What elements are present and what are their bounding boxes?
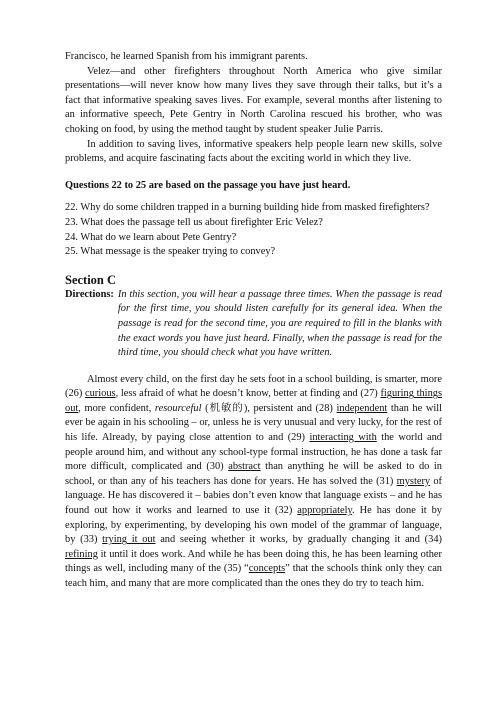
cloze-passage bbox=[65, 373, 442, 592]
section-title: Section C bbox=[65, 272, 117, 287]
passage-text: the world and people around him, and without any school-type formal instruction, he has done a task far more difficult, complicated and (30) bbox=[65, 432, 443, 473]
passage-text: , less afraid of what he doesn’t know, better at finding and (27) bbox=[115, 388, 381, 400]
answer-30: abstract bbox=[228, 461, 261, 473]
answer-27: figuring things out bbox=[65, 388, 442, 414]
intro-paragraph-2: Velez—and other firefighters throughout North America who give similar presentations—will never know how many lives they save through their talks, but it’s a fact that informative speaking saves lives. For example, several months after listening to an informative speech, Pete Gentry in North Carolina rescued his brother, who was choking on food, by using the method taught by student speaker Julie Parris. bbox=[65, 65, 442, 135]
resourceful-word: resourceful bbox=[154, 402, 202, 414]
question-22: 22. Why do some children trapped in a burning building hide from masked firefighters? bbox=[65, 202, 430, 214]
directions bbox=[65, 288, 442, 361]
passage-text: it until it does work. And while he has been doing this, he has been learning other things as well, including many of the (35) “ bbox=[65, 548, 442, 575]
question-list bbox=[65, 201, 442, 259]
passage-text: , persistent and (28) bbox=[247, 402, 337, 414]
question-23: 23. What does the passage tell us about firefighter Eric Velez? bbox=[65, 216, 323, 228]
passage-text: Almost every child, on the first day he sets foot in a school building, is smarter, more (26) bbox=[65, 373, 442, 400]
answer-26: curious bbox=[85, 388, 116, 400]
passage-text: of language. He has discovered it – babies don’t even know that language exists – and he has found out how it works and learned to use it (32) bbox=[65, 475, 442, 517]
intro-paragraph-1: Francisco, he learned Spanish from his immigrant parents. bbox=[65, 51, 308, 62]
question-25: 25. What message is the speaker trying to convey? bbox=[65, 246, 276, 258]
answer-31: mystery bbox=[396, 475, 431, 487]
intro-paragraph-3: In addition to saving lives, informative speakers help people learn new skills, solve problems, and acquire fascinating facts about the exciting world in which they live. bbox=[65, 138, 442, 165]
document-page bbox=[65, 50, 442, 592]
answer-34: refining bbox=[65, 548, 98, 560]
directions-text: In this section, you will hear a passage three times. When the passage is read for the first time, you should listen carefully for its general idea. When the passage is read for the second time, you are required to fill in the blanks with the exact words you have just heard. Finally, when the passage is read for the third time, you should check what you have written. bbox=[117, 288, 442, 359]
answer-35: concepts bbox=[248, 563, 286, 575]
passage-text: ” that the schools think only they can teach him, and many that are more complicated than the ones they do try to teach him. bbox=[65, 563, 443, 589]
answer-33: trying it out bbox=[102, 534, 156, 546]
passage-text: than he will ever be again in his schooling – or, unless he is very unusual and very lucky, for the rest of his life. Already, by paying close attention to and (29) bbox=[65, 402, 442, 444]
answer-29: interacting with bbox=[309, 432, 377, 444]
passage-text: and seeing whether it works, by gradually changing it and (34) bbox=[155, 534, 442, 546]
passage-text: , more confident, bbox=[78, 402, 155, 414]
chinese-gloss: (机敏的) bbox=[201, 402, 248, 414]
question-24: 24. What do we learn about Pete Gentry? bbox=[65, 231, 237, 243]
answer-28: independent bbox=[336, 402, 388, 414]
questions-heading: Questions 22 to 25 are based on the passage you have just heard. bbox=[65, 179, 351, 191]
passage-text: than anything he will be asked to do in school, or than any of his teachers has done for years. He has solved the (31) bbox=[65, 461, 442, 487]
answer-32: appropriately bbox=[297, 505, 353, 517]
passage-text: . He has done it by exploring, by experimenting, by developing his own model of the grammar of language, by (33) bbox=[65, 505, 442, 546]
directions-label: Directions: bbox=[65, 288, 114, 300]
